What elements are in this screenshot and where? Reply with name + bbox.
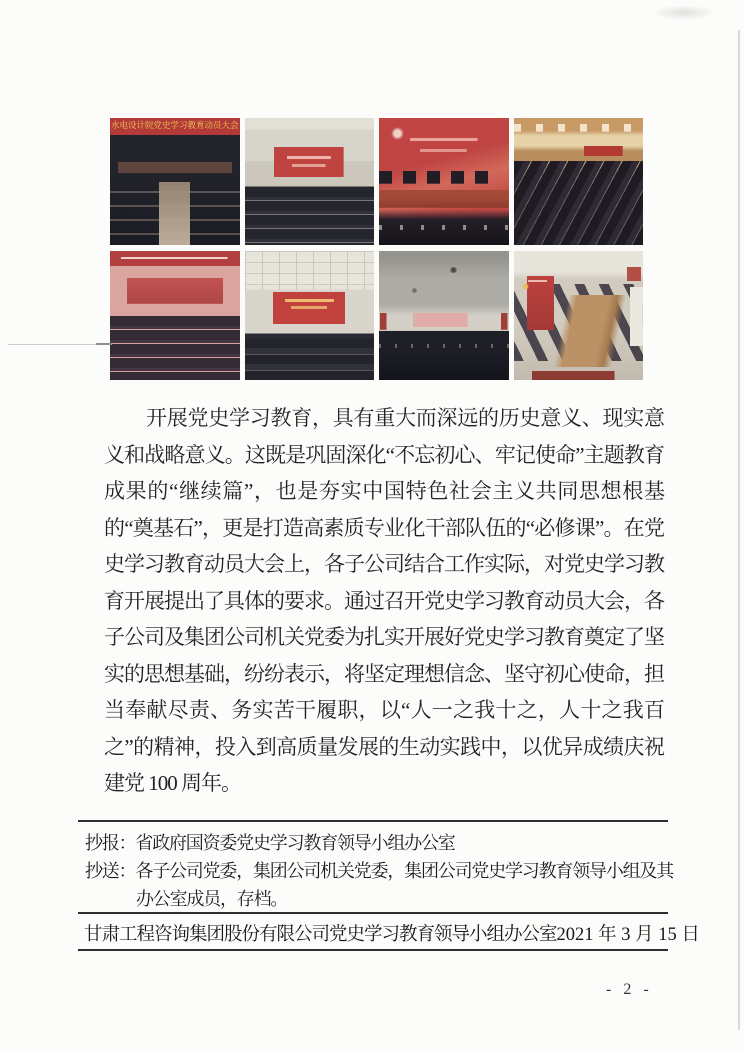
divider-line-bottom — [78, 949, 668, 951]
divider-line-middle — [78, 912, 668, 914]
copy-report-row — [85, 829, 677, 857]
photo1-banner-text: 水电设计院党史学习教育动员大会 — [110, 118, 240, 135]
photo-meeting-4 — [514, 118, 644, 245]
scan-edge-line — [738, 30, 740, 1030]
copy-block — [85, 829, 677, 913]
issuer-row — [84, 919, 700, 947]
photo-meeting-2 — [245, 118, 375, 245]
photo-meeting-3 — [379, 118, 509, 245]
issuer-name: 甘肃工程咨询集团股份有限公司党史学习教育领导小组办公室 — [84, 925, 557, 945]
copy-report-value: 省政府国资委党史学习教育领导小组办公室 — [135, 833, 455, 853]
copy-send-row — [85, 857, 677, 913]
body-paragraph: 开展党史学习教育，具有重大而深远的历史意义、现实意义和战略意义。这既是巩固深化“不忘初心、牢记使命”主题教育成果的“继续篇”，也是夯实中国特色社会主义共同思想根基的“奠基石”，更是打造高素质专业化干部队伍的“必修课”。在党史学习教育动员大会上，各子公司结合工作实际，对党史学习教育开展提出了具体的要求。通过召开党史学习教育动员大会，各子公司及集团公司机关党委为扎实开展好党史学习教育奠定了坚实的思想基础，纷纷表示，将坚定理想信念、坚守初心使命，担当奉献尽责、务实苦干履职，以“人一之我十之，人十之我百之”的精神，投入到高质量发展的生动实践中，以优异成绩庆祝建党 100 周年。 — [104, 406, 664, 795]
photo-meeting-6 — [245, 251, 375, 380]
photo-grid — [110, 118, 643, 380]
copy-report-label: 抄报： — [85, 833, 136, 853]
scan-artifact-line — [8, 344, 98, 345]
photo-meeting-8 — [514, 251, 644, 380]
divider-line-top — [78, 820, 668, 822]
photo-meeting-5 — [110, 251, 240, 380]
scan-artifact-smudge — [652, 5, 716, 20]
copy-send-label: 抄送： — [85, 861, 136, 881]
scan-artifact-dash — [96, 343, 112, 345]
copy-send-value: 各子公司党委，集团公司机关党委，集团公司党史学习教育领导小组及其办公室成员，存档。 — [135, 861, 674, 909]
photo-meeting-7 — [379, 251, 509, 380]
issue-date: 2021 年 3 月 15 日 — [556, 925, 700, 945]
page-number: - 2 - — [606, 981, 651, 998]
photo-meeting-1 — [110, 118, 240, 245]
